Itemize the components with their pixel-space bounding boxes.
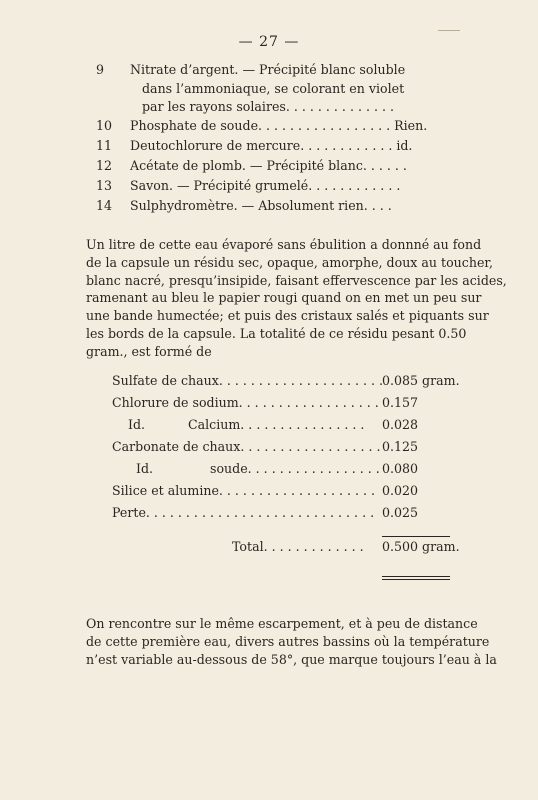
reagent-list (96, 60, 428, 216)
corner-mark (438, 30, 460, 31)
double-rule-top (382, 576, 450, 577)
reagent-text: Deutochlorure de mercure. . . . . . . . . . . . id. (130, 138, 413, 153)
component-value: 0.085 gram. (382, 373, 460, 388)
reagent-item (96, 98, 396, 116)
reagent-item (96, 176, 401, 196)
component-value: 0.025 (382, 505, 419, 520)
composition-row (86, 436, 458, 458)
composition-row (86, 414, 458, 436)
reagent-number: 11 (96, 138, 113, 153)
component-subname: Calcium. . . . . . . . . . . . . . . . (188, 417, 365, 432)
composition-table (86, 370, 458, 558)
reagent-text: Savon. — Précipité grumelé. . . . . . . . . . . . (130, 178, 401, 193)
double-rule-bottom (382, 579, 450, 580)
component-value: 0.157 (382, 395, 419, 410)
paragraph-line: de cette première eau, divers autres bassins où la température (86, 634, 490, 649)
paragraph-line: blanc nacré, presqu’insipide, faisant effervescence par les acides, (86, 272, 507, 288)
reagent-item (96, 156, 407, 176)
reagent-number: 10 (96, 118, 113, 133)
composition-row (86, 480, 458, 502)
paragraph-line: Un litre de cette eau évaporé sans ébulition a donnné au fond (86, 237, 482, 252)
reagent-text: Phosphate de soude. . . . . . . . . . . . . . . . . Rien. (130, 118, 428, 133)
reagent-number: 12 (96, 158, 113, 173)
component-value: 0.020 (382, 483, 419, 498)
component-name: Id. (136, 461, 154, 476)
paragraph-line: les bords de la capsule. La totalité de ce résidu pesant 0.50 (86, 325, 467, 341)
component-name: Chlorure de sodium. . . . . . . . . . . . . . . . . . (112, 395, 379, 410)
reagent-text: Nitrate d’argent. — Précipité blanc soluble (130, 62, 406, 77)
paragraph-line: une bande humectée; et puis des cristaux salés et piquants sur (86, 308, 489, 324)
total-row (86, 536, 458, 558)
reagent-text: Acétate de plomb. — Précipité blanc. . . . . . (130, 158, 407, 173)
reagent-text: Sulphydromètre. — Absolument rien. . . . (130, 198, 392, 213)
component-subname: soude. . . . . . . . . . . . . . . . . (210, 461, 380, 476)
paragraph-line: de la capsule un résidu sec, opaque, amorphe, doux au toucher, (86, 254, 494, 270)
reagent-item (96, 136, 413, 156)
reagent-item (96, 196, 396, 216)
component-name: Id. (128, 417, 146, 432)
component-name: Perte. . . . . . . . . . . . . . . . . . . . . . . . . . . . . (112, 505, 375, 520)
component-value: 0.080 (382, 461, 419, 476)
reagent-number: 13 (96, 178, 113, 193)
reagent-number: 14 (96, 198, 113, 213)
total-value: 0.500 gram. (382, 539, 460, 554)
component-value: 0.028 (382, 417, 419, 432)
paragraph-line: On rencontre sur le même escarpement, et à peu de distance (86, 616, 478, 631)
reagent-item (96, 60, 406, 80)
closing-paragraph (86, 615, 497, 669)
component-name: Sulfate de chaux. . . . . . . . . . . . . . . . . . . . . (112, 373, 383, 388)
reagent-text: par les rayons solaires. . . . . . . . . . . . . . (142, 99, 394, 114)
paragraph-line: ramenant au bleu le papier rougi quand on en met un peu sur (86, 290, 482, 306)
composition-row (86, 502, 458, 524)
page-number: — 27 — (238, 34, 300, 50)
reagent-number: 9 (96, 62, 105, 77)
paragraph-line: gram., est formé de (86, 343, 212, 359)
residue-paragraph (86, 236, 507, 361)
composition-row (86, 392, 458, 414)
reagent-text: dans l’ammoniaque, se colorant en violet (142, 81, 405, 96)
composition-row (86, 370, 458, 392)
reagent-item (96, 116, 428, 136)
component-value: 0.125 (382, 439, 419, 454)
component-name: Carbonate de chaux. . . . . . . . . . . . . . . . . . (112, 439, 381, 454)
component-name: Silice et alumine. . . . . . . . . . . . . . . . . . . . (112, 483, 376, 498)
total-label: Total. . . . . . . . . . . . . (232, 539, 364, 554)
paragraph-line: n’est variable au-dessous de 58°, que marque toujours l’eau à la (86, 652, 497, 667)
reagent-item (96, 80, 405, 98)
composition-row (86, 458, 458, 480)
